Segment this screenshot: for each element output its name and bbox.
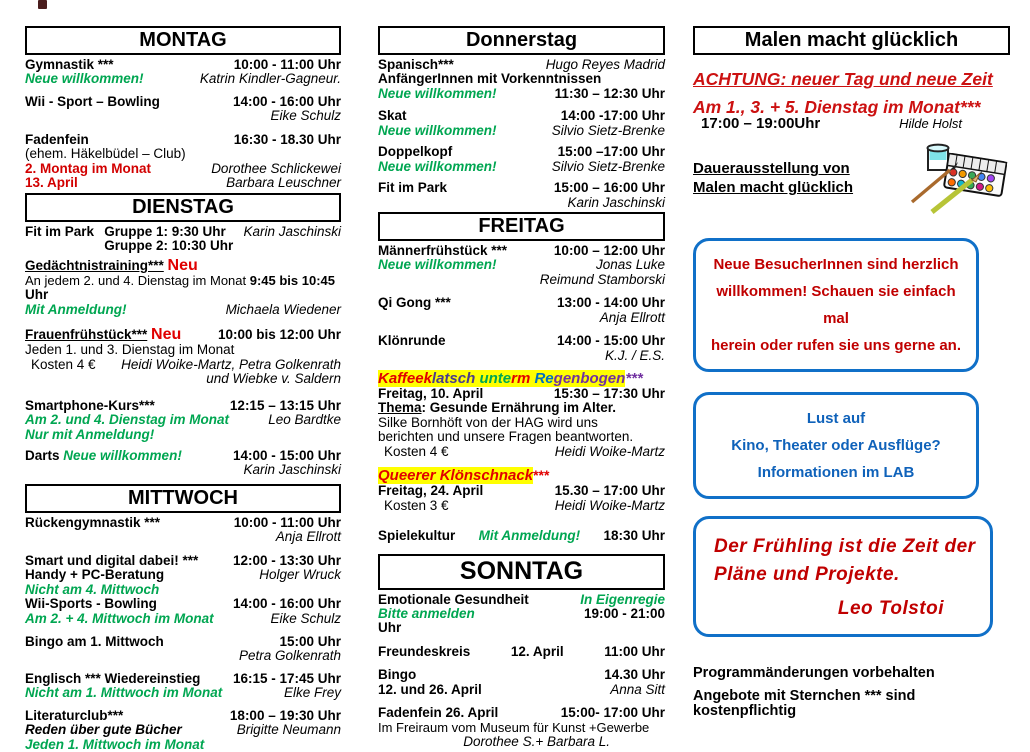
event-time: 16:15 - 17:45 Uhr bbox=[232, 670, 341, 686]
event-row bbox=[25, 58, 341, 72]
event-date: Freitag, 10. April bbox=[378, 386, 484, 402]
welcome-line: herein oder rufen sie uns gerne an. bbox=[710, 337, 962, 355]
event-detail: Silke Bornhöft von der HAG wird uns bbox=[378, 414, 598, 430]
event-name: Männerfrühstück *** bbox=[378, 242, 508, 258]
event-row bbox=[378, 607, 665, 621]
event-row bbox=[378, 645, 665, 659]
event-row bbox=[25, 399, 341, 413]
event-person: und Wiebke v. Saldern bbox=[206, 371, 341, 387]
event-name: Smartphone-Kurs*** bbox=[25, 397, 155, 413]
event-row bbox=[25, 162, 341, 176]
rainbow-seg: unte bbox=[479, 370, 512, 387]
event-row bbox=[378, 683, 665, 697]
section-title: Malen macht glücklich bbox=[744, 29, 959, 51]
event-note: Am 2. + 4. Mittwoch im Monat bbox=[25, 610, 214, 626]
group-time: Gruppe 1: 9:30 Uhr bbox=[104, 223, 226, 239]
info-line: Informationen im LAB bbox=[757, 464, 915, 482]
event-person: Leo Bardtke bbox=[268, 412, 341, 428]
group-time: Gruppe 2: 10:30 Uhr bbox=[104, 237, 234, 253]
event-note: Nur mit Anmeldung! bbox=[25, 426, 155, 442]
event-person: Heidi Woike-Martz bbox=[554, 443, 665, 459]
event-row bbox=[378, 181, 665, 195]
event-cost: Kosten 4 € bbox=[384, 443, 449, 459]
event-subtitle: AnfängerInnen mit Vorkenntnissen bbox=[378, 71, 602, 87]
event-name: Smart und digital dabei! *** bbox=[25, 552, 199, 568]
day-title: MONTAG bbox=[139, 29, 227, 51]
event-person: Heidi Woike-Martz, Petra Golkenrath bbox=[121, 356, 341, 372]
event-subtitle: Im Freiraum vom Museum für Kunst +Gewerbe bbox=[378, 719, 650, 735]
event-subtitle: Handy + PC-Beratung bbox=[25, 567, 165, 583]
event-row bbox=[25, 358, 341, 372]
event-person: Anja Ellrott bbox=[275, 529, 341, 545]
event-time: 15:00 –17:00 Uhr bbox=[557, 144, 665, 160]
event-row bbox=[25, 568, 341, 582]
event-time: 11:00 Uhr bbox=[604, 643, 665, 659]
event-name: Emotionale Gesundheit bbox=[378, 591, 529, 607]
event-row bbox=[378, 593, 665, 607]
event-row bbox=[378, 244, 665, 258]
event-person: Silvio Sietz-Brenke bbox=[551, 158, 665, 174]
event-note: Bitte anmelden bbox=[378, 606, 475, 622]
day-header-freitag bbox=[378, 212, 665, 241]
info-box bbox=[693, 392, 979, 499]
exhibition-line: Dauerausstellung von bbox=[693, 160, 850, 178]
event-cost: Kosten 3 € bbox=[384, 497, 449, 513]
event-date-note: 13. April bbox=[25, 175, 78, 191]
event-person: Anja Ellrott bbox=[599, 309, 665, 325]
new-badge: Neu bbox=[167, 257, 198, 275]
event-note: Neue willkommen! bbox=[378, 158, 497, 174]
event-topic bbox=[378, 401, 665, 415]
event-name: Bingo bbox=[378, 667, 417, 683]
event-row bbox=[25, 176, 341, 190]
event-person: Hugo Reyes Madrid bbox=[545, 57, 665, 72]
stars: *** bbox=[533, 467, 550, 484]
event-name: Englisch *** Wiedereinstieg bbox=[25, 670, 201, 686]
event-subtitle: (ehem. Häkelbüdel – Club) bbox=[25, 146, 186, 162]
event-time: 19:00 - 21:00 bbox=[583, 606, 665, 622]
event-person: Karin Jaschinski bbox=[567, 194, 665, 210]
event-row bbox=[378, 124, 665, 138]
event-row bbox=[25, 516, 341, 530]
event-note: Mit Anmeldung! bbox=[478, 528, 581, 544]
event-row bbox=[25, 597, 341, 611]
event-note: Mit Anmeldung! bbox=[25, 301, 127, 317]
schedule-column-middle bbox=[378, 26, 665, 749]
event-row bbox=[378, 499, 665, 513]
event-time: 14:00 - 15:00 Uhr bbox=[232, 448, 341, 463]
event-detail bbox=[25, 274, 341, 288]
event-row bbox=[25, 133, 341, 147]
event-time: 18:00 – 19:30 Uhr bbox=[229, 707, 341, 723]
event-name: Spanisch*** bbox=[378, 57, 454, 72]
event-row bbox=[25, 554, 341, 568]
event-time: 14:00 - 16:00 Uhr bbox=[232, 596, 341, 612]
event-time-cont: Uhr bbox=[378, 620, 402, 636]
event-name: Bingo am 1. Mittwoch bbox=[25, 633, 164, 649]
event-note: In Eigenregie bbox=[580, 591, 665, 607]
event-date: Freitag, 24. April bbox=[378, 483, 484, 499]
event-row bbox=[25, 686, 341, 700]
attention-line: ACHTUNG: neuer Tag und neue Zeit bbox=[693, 69, 993, 89]
highlighted-title: Queerer Klönschnack bbox=[378, 467, 534, 485]
event-row bbox=[378, 87, 665, 101]
event-date: 12. und 26. April bbox=[378, 681, 482, 697]
event-row bbox=[25, 612, 341, 626]
quote-line: Der Frühling ist die Zeit der bbox=[714, 536, 976, 558]
event-row bbox=[378, 109, 665, 123]
event-note: Neue willkommen! bbox=[378, 122, 497, 138]
rainbow-seg: Re bbox=[534, 370, 554, 387]
event-name: Klönrunde bbox=[378, 333, 446, 349]
event-time: 15.30 – 17:00 Uhr bbox=[554, 483, 665, 499]
event-row bbox=[25, 413, 341, 427]
event-row bbox=[25, 95, 341, 109]
event-row bbox=[25, 635, 341, 649]
footer-note: Angebote mit Sternchen *** sind bbox=[693, 687, 916, 704]
event-row bbox=[378, 484, 665, 498]
event-person: Hilde Holst bbox=[899, 116, 962, 132]
topic-label: Thema bbox=[378, 400, 422, 416]
event-person: Petra Golkenrath bbox=[238, 648, 341, 664]
rainbow-seg: Kaffeek bbox=[378, 370, 432, 387]
event-name: Fadenfein bbox=[25, 131, 89, 147]
event-time: 10:00 - 11:00 Uhr bbox=[233, 57, 341, 72]
day-header-mittwoch bbox=[25, 484, 341, 513]
rainbow-seg: rm bbox=[511, 370, 535, 387]
welcome-box bbox=[693, 238, 979, 372]
event-name: Literaturclub*** bbox=[25, 707, 124, 723]
day-title: Donnerstag bbox=[465, 29, 578, 51]
paint-palette-illustration bbox=[906, 136, 1010, 216]
event-time: 17:00 – 19:00Uhr bbox=[701, 115, 821, 133]
event-time: 14.30 Uhr bbox=[604, 667, 665, 683]
stars: *** bbox=[625, 370, 643, 387]
quote-box bbox=[693, 516, 993, 637]
event-name: Freundeskreis bbox=[378, 643, 471, 659]
event-time: 10:00 - 11:00 Uhr bbox=[233, 514, 341, 530]
section-header-malen bbox=[693, 26, 1010, 55]
event-time-cont: Uhr bbox=[25, 287, 49, 303]
event-note: Neue willkommen! bbox=[25, 71, 144, 87]
event-date-note: 2. Montag im Monat bbox=[25, 160, 151, 176]
event-time: 14:00 -17:00 Uhr bbox=[560, 108, 665, 124]
highlighted-title bbox=[378, 370, 625, 387]
event-detail-text: An jedem 2. und 4. Dienstag im Monat bbox=[25, 273, 250, 289]
event-time: 14:00 - 16:00 Uhr bbox=[232, 93, 341, 109]
event-name: Spielekultur bbox=[378, 528, 456, 544]
event-subtitle: Reden über gute Bücher bbox=[25, 722, 182, 738]
event-time: 15:00 – 16:00 Uhr bbox=[553, 180, 665, 196]
event-person: Karin Jaschinski bbox=[243, 223, 341, 239]
event-name: Fadenfein 26. April bbox=[378, 705, 499, 721]
event-time: 12:00 - 13:30 Uhr bbox=[232, 552, 341, 568]
event-person: Karin Jaschinski bbox=[243, 462, 341, 478]
event-note: Neue willkommen! bbox=[63, 448, 182, 463]
event-row bbox=[25, 303, 341, 317]
event-note: Neue willkommen! bbox=[378, 257, 497, 273]
event-row bbox=[693, 116, 1010, 132]
event-row bbox=[25, 709, 341, 723]
event-row bbox=[378, 58, 665, 72]
day-title: MITTWOCH bbox=[128, 486, 238, 509]
event-person: Anna Sitt bbox=[610, 681, 665, 697]
event-row bbox=[25, 449, 341, 463]
event-time: 12:15 – 13:15 Uhr bbox=[229, 397, 341, 413]
event-name: Frauenfrühstück*** bbox=[25, 327, 148, 343]
event-person: Elke Frey bbox=[283, 685, 341, 701]
event-time: 10:00 – 12:00 Uhr bbox=[553, 242, 665, 258]
event-person: Eike Schulz bbox=[270, 108, 341, 124]
footer-note: Programmänderungen vorbehalten bbox=[693, 665, 935, 682]
event-row bbox=[378, 706, 665, 720]
info-line: Lust auf bbox=[806, 410, 866, 428]
event-name: Rückengymnastik *** bbox=[25, 514, 161, 530]
event-name: Darts bbox=[25, 448, 60, 463]
event-row bbox=[378, 258, 665, 272]
day-title: DIENSTAG bbox=[132, 195, 234, 218]
event-row bbox=[25, 723, 341, 737]
event-row bbox=[378, 334, 665, 348]
day-header-donnerstag bbox=[378, 26, 665, 55]
event-name: Gedächtnistraining*** bbox=[25, 258, 164, 274]
event-row bbox=[25, 72, 341, 86]
event-row bbox=[378, 529, 665, 543]
event-person: Heidi Woike-Martz bbox=[554, 497, 665, 513]
event-title-rainbow bbox=[378, 371, 665, 387]
event-row bbox=[378, 445, 665, 459]
event-name: Fit im Park bbox=[25, 223, 95, 239]
event-row bbox=[25, 225, 341, 254]
rainbow-seg: latsch bbox=[431, 370, 480, 387]
event-name: Wii - Sport – Bowling bbox=[25, 93, 160, 109]
quote-line: Pläne und Projekte. bbox=[714, 564, 900, 586]
event-name: Fit im Park bbox=[378, 180, 448, 196]
exhibition-block bbox=[693, 136, 1010, 216]
event-detail: berichten und unsere Fragen beantworten. bbox=[378, 429, 634, 445]
event-note: Nicht am 4. Mittwoch bbox=[25, 581, 160, 597]
event-name: Qi Gong *** bbox=[378, 295, 451, 311]
day-title: SONNTAG bbox=[459, 556, 584, 585]
event-time: 16:30 - 18.30 Uhr bbox=[233, 131, 341, 147]
event-row bbox=[378, 296, 665, 310]
event-person: Brigitte Neumann bbox=[236, 722, 341, 738]
event-name-wrap bbox=[25, 326, 181, 343]
exhibition-text bbox=[693, 160, 853, 198]
event-person: Silvio Sietz-Brenke bbox=[551, 122, 665, 138]
scan-artifact bbox=[38, 0, 47, 9]
event-person: Barbara Leuschner bbox=[226, 175, 341, 191]
event-note: Neue willkommen! bbox=[378, 85, 497, 101]
event-name: Doppelkopf bbox=[378, 144, 453, 160]
event-person: Dorothee S.+ Barbara L. bbox=[463, 733, 610, 749]
event-time: 10:00 bis 12:00 Uhr bbox=[217, 327, 341, 343]
event-subtitle: Jeden 1. und 3. Dienstag im Monat bbox=[25, 342, 235, 358]
event-person: Katrin Kindler-Gagneur. bbox=[199, 71, 341, 87]
event-name: Skat bbox=[378, 108, 407, 124]
event-person: Jonas Luke bbox=[595, 257, 665, 273]
event-person: Michaela Wiedener bbox=[225, 301, 341, 317]
event-person: Holger Wruck bbox=[259, 567, 341, 583]
event-person: K.J. / E.S. bbox=[604, 347, 665, 363]
event-groups bbox=[104, 225, 233, 254]
new-badge: Neu bbox=[151, 326, 182, 344]
event-row bbox=[378, 387, 665, 401]
event-row bbox=[378, 160, 665, 174]
event-name: Wii-Sports - Bowling bbox=[25, 596, 157, 612]
day-header-dienstag bbox=[25, 193, 341, 222]
schedule-change-line: Am 1., 3. + 5. Dienstag im Monat*** bbox=[693, 96, 981, 117]
event-date: 12. April bbox=[510, 643, 564, 659]
day-header-sonntag bbox=[378, 554, 665, 590]
info-line: Kino, Theater oder Ausflüge? bbox=[731, 437, 941, 455]
event-note: Jeden 1. Mittwoch im Monat bbox=[25, 736, 205, 752]
day-title: FREITAG bbox=[478, 214, 565, 237]
welcome-line: willkommen! Schauen sie einfach mal bbox=[716, 283, 956, 328]
event-note: Am 2. und 4. Dienstag im Monat bbox=[25, 412, 230, 428]
info-column-right bbox=[693, 26, 1010, 720]
event-time: 14:00 - 15:00 Uhr bbox=[556, 333, 665, 349]
event-title-highlight bbox=[378, 468, 665, 484]
footer-note: kostenpflichtig bbox=[693, 703, 797, 720]
event-person: Dorothee Schlickewei bbox=[211, 160, 341, 176]
event-time: 15:30 – 17:30 Uhr bbox=[553, 386, 665, 402]
event-person: Reimund Stamborski bbox=[539, 271, 665, 287]
event-cost: Kosten 4 € bbox=[31, 356, 96, 372]
event-row bbox=[378, 145, 665, 159]
event-row bbox=[378, 668, 665, 682]
event-time: 18:30 Uhr bbox=[603, 528, 665, 544]
event-time: 15:00- 17:00 Uhr bbox=[560, 705, 665, 721]
event-time: 13:00 - 14:00 Uhr bbox=[556, 295, 665, 311]
event-name-wrap bbox=[25, 449, 182, 463]
event-row bbox=[25, 257, 341, 274]
event-time: 11:30 – 12:30 Uhr bbox=[554, 85, 665, 101]
rainbow-seg: genbogen bbox=[553, 370, 626, 387]
topic-text: : Gesunde Ernährung im Alter. bbox=[421, 400, 617, 416]
event-name: Gymnastik *** bbox=[25, 57, 114, 72]
event-person: Eike Schulz bbox=[270, 610, 341, 626]
event-row bbox=[25, 326, 341, 343]
quote-author: Leo Tolstoi bbox=[837, 597, 944, 619]
exhibition-line: Malen macht glücklich bbox=[693, 179, 854, 197]
day-header-montag bbox=[25, 26, 341, 55]
schedule-column-left bbox=[25, 26, 341, 752]
welcome-line: Neue BesucherInnen sind herzlich bbox=[713, 256, 959, 274]
event-note: Nicht am 1. Mittwoch im Monat bbox=[25, 685, 223, 701]
event-time: 15:00 Uhr bbox=[279, 633, 341, 649]
event-row bbox=[25, 672, 341, 686]
event-time: 9:45 bis 10:45 bbox=[249, 273, 336, 289]
